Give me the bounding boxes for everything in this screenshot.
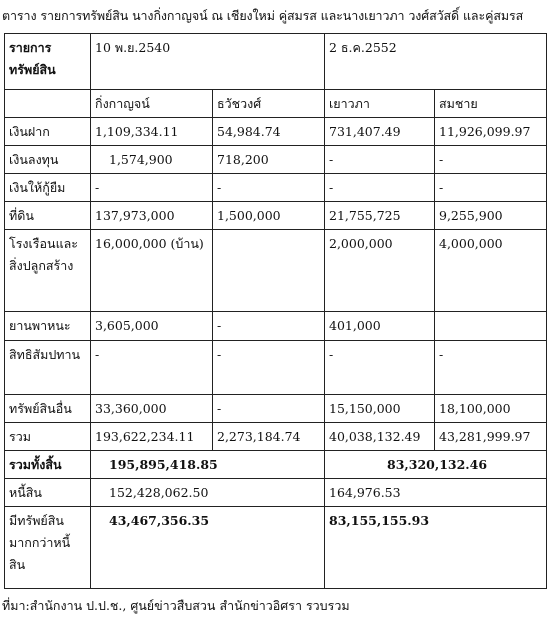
cell-value: 18,100,000 [435,395,547,423]
row-label-header: รายการทรัพย์สิน [5,34,91,90]
row-label: ยานพาหนะ [5,312,91,341]
liabilities-1: 152,428,062.50 [91,479,325,507]
table-row [5,312,547,341]
source-note: ที่มา:สำนักงาน ป.ป.ช., ศูนย์ข่าวสืบสวน สำนักข่าวอิศรา รวบรวม [2,598,350,613]
table-row [5,90,547,118]
cell-value: - [213,312,325,341]
cell-value: - [91,341,213,395]
name-header: สมชาย [435,90,547,118]
row-label: หนี้สิน [5,479,91,507]
name-header: ธวัชวงศ์ [213,90,325,118]
table-title: ตาราง รายการทรัพย์สิน นางกิ่งกาญจน์ ณ เชียงใหม่ คู่สมรส และนางเยาวภา วงศ์สวัสดิ์ และคู่สมรส [2,8,524,23]
cell-value: - [325,174,435,202]
cell-value: - [213,174,325,202]
table-row [5,118,547,146]
row-label: เงินฝาก [5,118,91,146]
row-label: รวมทั้งสิ้น [5,451,91,479]
table-row [5,423,547,451]
cell-value: 1,500,000 [213,202,325,230]
cell-value: 1,574,900 [91,146,213,174]
net-assets-2: 83,155,155.93 [325,507,547,589]
date-column-1: 10 พ.ย.2540 [91,34,325,90]
row-label: ทรัพย์สินอื่น [5,395,91,423]
cell-value: 16,000,000 (บ้าน) [91,230,213,312]
net-assets-1: 43,467,356.35 [91,507,325,589]
row-label: โรงเรือนและสิ่งปลูกสร้าง [5,230,91,312]
table-row [5,202,547,230]
table-row [5,479,547,507]
grand-total-2: 83,320,132.46 [325,451,547,479]
cell-value: 54,984.74 [213,118,325,146]
table-row [5,230,547,312]
cell-value: 2,273,184.74 [213,423,325,451]
cell-value: - [435,146,547,174]
cell-value: 4,000,000 [435,230,547,312]
row-label: รวม [5,423,91,451]
cell-value: 21,755,725 [325,202,435,230]
cell-value: - [435,341,547,395]
row-label: ที่ดิน [5,202,91,230]
cell-value: 3,605,000 [91,312,213,341]
cell-value: - [325,146,435,174]
cell-value: 11,926,099.97 [435,118,547,146]
table-row [5,146,547,174]
cell-value: - [435,174,547,202]
cell-value [213,230,325,312]
cell-value: - [325,341,435,395]
cell-value: 43,281,999.97 [435,423,547,451]
name-header: กิ่งกาญจน์ [91,90,213,118]
cell-value: 401,000 [325,312,435,341]
cell-value: 137,973,000 [91,202,213,230]
date-column-2: 2 ธ.ค.2552 [325,34,547,90]
cell-value: 40,038,132.49 [325,423,435,451]
cell-value: 9,255,900 [435,202,547,230]
cell-value: - [213,395,325,423]
cell-value: 1,109,334.11 [91,118,213,146]
cell-value: 15,150,000 [325,395,435,423]
row-label: มีทรัพย์สินมากกว่าหนี้สิน [5,507,91,589]
cell-value: 193,622,234.11 [91,423,213,451]
table-row [5,174,547,202]
cell-value [435,312,547,341]
table-row [5,507,547,589]
row-label: เงินให้กู้ยืม [5,174,91,202]
cell-value: 33,360,000 [91,395,213,423]
liabilities-2: 164,976.53 [325,479,547,507]
table-row [5,451,547,479]
empty-cell [5,90,91,118]
cell-value: 2,000,000 [325,230,435,312]
asset-table [4,33,547,589]
cell-value: - [91,174,213,202]
cell-value: 718,200 [213,146,325,174]
cell-value: 731,407.49 [325,118,435,146]
row-label: เงินลงทุน [5,146,91,174]
grand-total-1: 195,895,418.85 [91,451,325,479]
row-label: สิทธิสัมปทาน [5,341,91,395]
table-row [5,395,547,423]
table-row [5,341,547,395]
name-header: เยาวภา [325,90,435,118]
cell-value: - [213,341,325,395]
table-row [5,34,547,90]
